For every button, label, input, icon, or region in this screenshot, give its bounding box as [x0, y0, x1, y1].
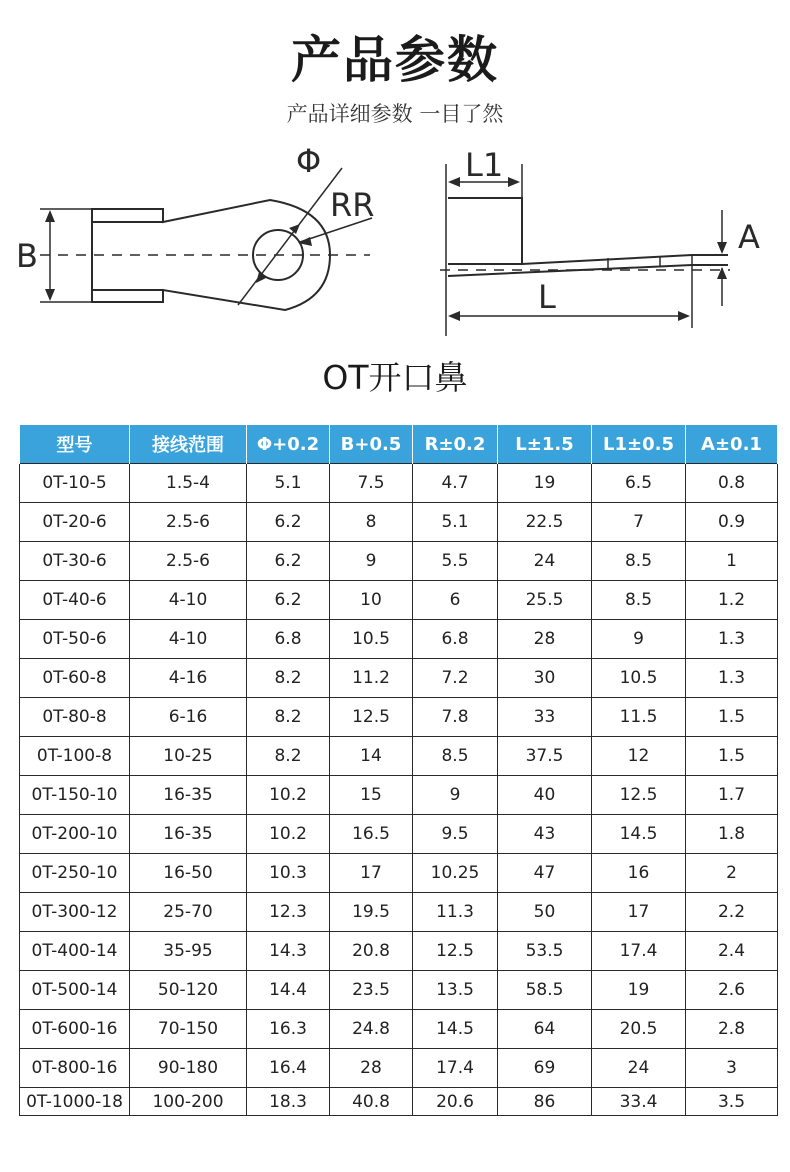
table-header-row	[20, 425, 778, 464]
table-cell: 16	[592, 854, 686, 893]
table-cell: 2	[686, 854, 778, 893]
b-label: B	[16, 237, 38, 275]
column-header: 接线范围	[130, 425, 247, 464]
l-label: L	[538, 278, 556, 316]
table-cell: 10.2	[247, 815, 330, 854]
page-title: 产品参数	[291, 31, 499, 89]
table-cell: 9.5	[413, 815, 498, 854]
table-cell: 0T-500-14	[20, 971, 130, 1010]
table-row	[20, 1088, 778, 1116]
table-cell: 10-25	[130, 737, 247, 776]
table-cell: 4-10	[130, 620, 247, 659]
table-cell: 28	[498, 620, 592, 659]
table-cell: 8.5	[592, 542, 686, 581]
table-cell: 2.5-6	[130, 503, 247, 542]
table-cell: 0T-80-8	[20, 698, 130, 737]
table-cell: 37.5	[498, 737, 592, 776]
table-cell: 2.2	[686, 893, 778, 932]
table-cell: 0T-40-6	[20, 581, 130, 620]
table-cell: 9	[330, 542, 413, 581]
table-cell: 16.3	[247, 1010, 330, 1049]
table-cell: 19	[498, 464, 592, 503]
column-header: L1±0.5	[592, 425, 686, 464]
table-cell: 9	[592, 620, 686, 659]
table-cell: 12.5	[413, 932, 498, 971]
table-cell: 3	[686, 1049, 778, 1088]
table-cell: 10.2	[247, 776, 330, 815]
table-row	[20, 698, 778, 737]
l-arrow-left	[448, 311, 460, 321]
rr-label: RR	[330, 186, 375, 224]
table-cell: 0T-30-6	[20, 542, 130, 581]
table-cell: 23.5	[330, 971, 413, 1010]
table-row	[20, 464, 778, 503]
table-cell: 6.8	[247, 620, 330, 659]
table-cell: 24	[498, 542, 592, 581]
column-header: A±0.1	[686, 425, 778, 464]
table-cell: 2.5-6	[130, 542, 247, 581]
table-cell: 19	[592, 971, 686, 1010]
table-cell: 0T-300-12	[20, 893, 130, 932]
b-arrow-bottom	[45, 289, 55, 301]
table-cell: 0T-200-10	[20, 815, 130, 854]
table-cell: 9	[413, 776, 498, 815]
table-cell: 18.3	[247, 1088, 330, 1116]
table-cell: 25-70	[130, 893, 247, 932]
page-subtitle: 产品详细参数 一目了然	[286, 102, 504, 126]
table-cell: 1.2	[686, 581, 778, 620]
table-cell: 10.5	[592, 659, 686, 698]
table-cell: 24.8	[330, 1010, 413, 1049]
table-cell: 12.5	[592, 776, 686, 815]
table-cell: 4-10	[130, 581, 247, 620]
table-cell: 4.7	[413, 464, 498, 503]
l1-arrow-left	[448, 177, 460, 187]
table-cell: 28	[330, 1049, 413, 1088]
table-cell: 17.4	[592, 932, 686, 971]
table-cell: 70-150	[130, 1010, 247, 1049]
table-row	[20, 815, 778, 854]
table-cell: 8.2	[247, 698, 330, 737]
table-row	[20, 620, 778, 659]
a-arrow-bottom	[717, 267, 727, 279]
table-cell: 0.8	[686, 464, 778, 503]
table-row	[20, 854, 778, 893]
side-barrel	[448, 198, 522, 264]
table-cell: 6-16	[130, 698, 247, 737]
table-row	[20, 503, 778, 542]
table-cell: 3.5	[686, 1088, 778, 1116]
table-cell: 6.8	[413, 620, 498, 659]
table-row	[20, 932, 778, 971]
column-header: R±0.2	[413, 425, 498, 464]
table-cell: 14	[330, 737, 413, 776]
table-cell: 0T-60-8	[20, 659, 130, 698]
model-name: OT开口鼻	[322, 358, 468, 397]
table-cell: 2.4	[686, 932, 778, 971]
table-cell: 1.3	[686, 620, 778, 659]
table-cell: 0T-100-8	[20, 737, 130, 776]
table-cell: 0.9	[686, 503, 778, 542]
table-cell: 2.6	[686, 971, 778, 1010]
column-header: L±1.5	[498, 425, 592, 464]
table-cell: 16.5	[330, 815, 413, 854]
table-cell: 47	[498, 854, 592, 893]
table-row	[20, 737, 778, 776]
table-cell: 7.2	[413, 659, 498, 698]
terminal-diagram	[0, 140, 790, 350]
table-cell: 0T-400-14	[20, 932, 130, 971]
table-cell: 50	[498, 893, 592, 932]
table-cell: 4-16	[130, 659, 247, 698]
table-cell: 0T-20-6	[20, 503, 130, 542]
phi-label: Φ	[296, 142, 322, 180]
table-row	[20, 1010, 778, 1049]
table-cell: 0T-50-6	[20, 620, 130, 659]
table-cell: 69	[498, 1049, 592, 1088]
table-cell: 40	[498, 776, 592, 815]
table-cell: 17	[330, 854, 413, 893]
table-cell: 33.4	[592, 1088, 686, 1116]
table-cell: 10.5	[330, 620, 413, 659]
table-cell: 53.5	[498, 932, 592, 971]
table-cell: 50-120	[130, 971, 247, 1010]
table-cell: 17	[592, 893, 686, 932]
table-cell: 0T-1000-18	[20, 1088, 130, 1116]
table-cell: 12	[592, 737, 686, 776]
table-cell: 7.5	[330, 464, 413, 503]
table-cell: 100-200	[130, 1088, 247, 1116]
table-cell: 58.5	[498, 971, 592, 1010]
table-row	[20, 776, 778, 815]
table-cell: 17.4	[413, 1049, 498, 1088]
table-cell: 1.5	[686, 737, 778, 776]
table-cell: 8.2	[247, 659, 330, 698]
table-cell: 90-180	[130, 1049, 247, 1088]
table-row	[20, 542, 778, 581]
table-cell: 14.5	[413, 1010, 498, 1049]
l1-arrow-right	[508, 177, 520, 187]
table-cell: 1	[686, 542, 778, 581]
table-cell: 1.3	[686, 659, 778, 698]
table-cell: 7	[592, 503, 686, 542]
table-cell: 0T-600-16	[20, 1010, 130, 1049]
table-cell: 8	[330, 503, 413, 542]
table-cell: 20.6	[413, 1088, 498, 1116]
table-cell: 10.3	[247, 854, 330, 893]
a-arrow-top	[717, 242, 727, 254]
column-header: Φ+0.2	[247, 425, 330, 464]
l1-label: L1	[465, 146, 504, 184]
table-cell: 20.5	[592, 1010, 686, 1049]
table-cell: 16-50	[130, 854, 247, 893]
table-cell: 2.8	[686, 1010, 778, 1049]
table-cell: 11.3	[413, 893, 498, 932]
table-cell: 12.5	[330, 698, 413, 737]
table-cell: 10.25	[413, 854, 498, 893]
table-cell: 22.5	[498, 503, 592, 542]
table-row	[20, 1049, 778, 1088]
table-cell: 1.5	[686, 698, 778, 737]
table-row	[20, 659, 778, 698]
table-cell: 5.1	[247, 464, 330, 503]
table-cell: 25.5	[498, 581, 592, 620]
table-cell: 14.5	[592, 815, 686, 854]
table-cell: 35-95	[130, 932, 247, 971]
table-cell: 14.4	[247, 971, 330, 1010]
table-cell: 16-35	[130, 815, 247, 854]
a-label: A	[738, 218, 760, 256]
table-cell: 43	[498, 815, 592, 854]
side-tongue	[448, 255, 728, 264]
table-cell: 0T-10-5	[20, 464, 130, 503]
table-cell: 8.5	[413, 737, 498, 776]
table-cell: 7.8	[413, 698, 498, 737]
table-cell: 64	[498, 1010, 592, 1049]
table-cell: 15	[330, 776, 413, 815]
table-cell: 13.5	[413, 971, 498, 1010]
table-cell: 12.3	[247, 893, 330, 932]
table-cell: 16.4	[247, 1049, 330, 1088]
table-cell: 24	[592, 1049, 686, 1088]
column-header: 型号	[20, 425, 130, 464]
table-cell: 1.5-4	[130, 464, 247, 503]
table-cell: 14.3	[247, 932, 330, 971]
table-cell: 11.2	[330, 659, 413, 698]
table-cell: 5.1	[413, 503, 498, 542]
table-cell: 6.2	[247, 581, 330, 620]
table-cell: 8.5	[592, 581, 686, 620]
l-arrow-right	[678, 311, 690, 321]
table-cell: 5.5	[413, 542, 498, 581]
table-cell: 6.2	[247, 503, 330, 542]
table-cell: 86	[498, 1088, 592, 1116]
table-cell: 11.5	[592, 698, 686, 737]
table-cell: 40.8	[330, 1088, 413, 1116]
table-cell: 6	[413, 581, 498, 620]
spec-table	[19, 424, 778, 1116]
table-cell: 1.8	[686, 815, 778, 854]
table-cell: 10	[330, 581, 413, 620]
table-cell: 20.8	[330, 932, 413, 971]
table-cell: 1.7	[686, 776, 778, 815]
table-row	[20, 893, 778, 932]
table-cell: 8.2	[247, 737, 330, 776]
table-cell: 0T-250-10	[20, 854, 130, 893]
table-cell: 19.5	[330, 893, 413, 932]
table-row	[20, 971, 778, 1010]
table-row	[20, 581, 778, 620]
table-cell: 6.2	[247, 542, 330, 581]
table-cell: 33	[498, 698, 592, 737]
table-cell: 6.5	[592, 464, 686, 503]
table-cell: 0T-800-16	[20, 1049, 130, 1088]
table-cell: 0T-150-10	[20, 776, 130, 815]
column-header: B+0.5	[330, 425, 413, 464]
b-arrow-top	[45, 210, 55, 222]
table-cell: 30	[498, 659, 592, 698]
table-cell: 16-35	[130, 776, 247, 815]
